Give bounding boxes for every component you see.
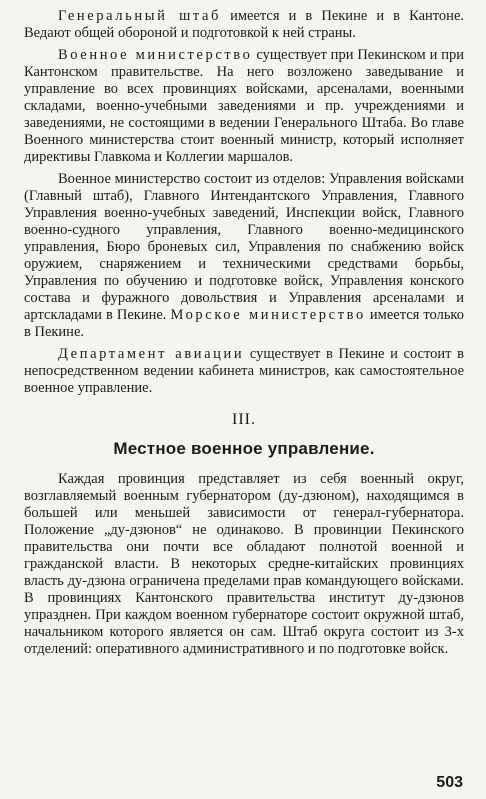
spaced-term-general-staff: Генеральный штаб xyxy=(58,8,222,24)
paragraph-text: существует в Пекине и состоит в непосредственном ведении кабинета министров, как самостоятельное военное управление. xyxy=(24,346,465,396)
paragraph-general-staff xyxy=(24,8,464,42)
section-number: III. xyxy=(232,411,256,428)
paragraph-text: Военное министерство состоит из отделов: Управления войсками (Главный штаб), Главного Интендантского Управления, Главного Управления военно-учебных заведений, Инспекции войск, Главного военно-судного управления, Главного военно-медицинского управления, Бюро броневых сил, Управления по снабжению войск оружием, снаряжением и техническими средствами борьбы, Управления по обучению и подготовке войск, Управления конского состава и фуражного довольствия и Управления арсеналами и артскладами в Пекине. xyxy=(24,171,464,323)
paragraph-text: существует при Пекинском и при Кантонском правительстве. На него возложено заведывание и управление во всех провинциях войсками, арсеналами, военными складами, военно-учебными заведениями и пр. учреждениями и заведениями, не состоящими в ведении Генерального Штаба. Во главе Военного министерства стоит военный министр, который исполняет директивы Главкома и Коллегии маршалов. xyxy=(24,47,465,165)
paragraph-war-ministry xyxy=(24,47,464,166)
paragraph-text: имеется только в Пекине. xyxy=(24,307,464,340)
spaced-term-war-ministry: Военное министерство xyxy=(58,47,253,63)
page-number: 503 xyxy=(436,774,463,791)
paragraph-text: Каждая провинция представляет из себя военный округ, возглавляемый военным губернатором (ду-дзюном), находящимся в большей или меньшей зависимости от генерал-губернатора. Положение „ду-дзюнов“ не одинаково. В провинции Пекинского правительства они почти все обладают полнотой военной и гражданской власти. В некоторых средне-китайских провинциях власть ду-дзюна ограничена пределами прав командующего войсками. В провинциях Кантонского правительства институт ду-дзюнов упразднен. При каждом военном губернаторе состоит окружной штаб, начальником которого является он сам. Штаб округа состоит из 3-х отделений: оперативного административного и по подготовке войск. xyxy=(24,471,464,657)
paragraph-aviation-department xyxy=(24,346,464,397)
spaced-term-naval-ministry: Морское министерство xyxy=(170,307,366,323)
paragraph-text: имеется и в Пекине и в Кантоне. Ведают общей обороной и подготовкой к ней страны. xyxy=(24,8,464,41)
paragraph-ministry-departments xyxy=(24,171,464,341)
section-title: Местное военное управление. xyxy=(113,439,375,458)
spaced-term-aviation-department: Департамент авиации xyxy=(58,346,245,362)
paragraph-local-military-administration xyxy=(24,471,464,658)
